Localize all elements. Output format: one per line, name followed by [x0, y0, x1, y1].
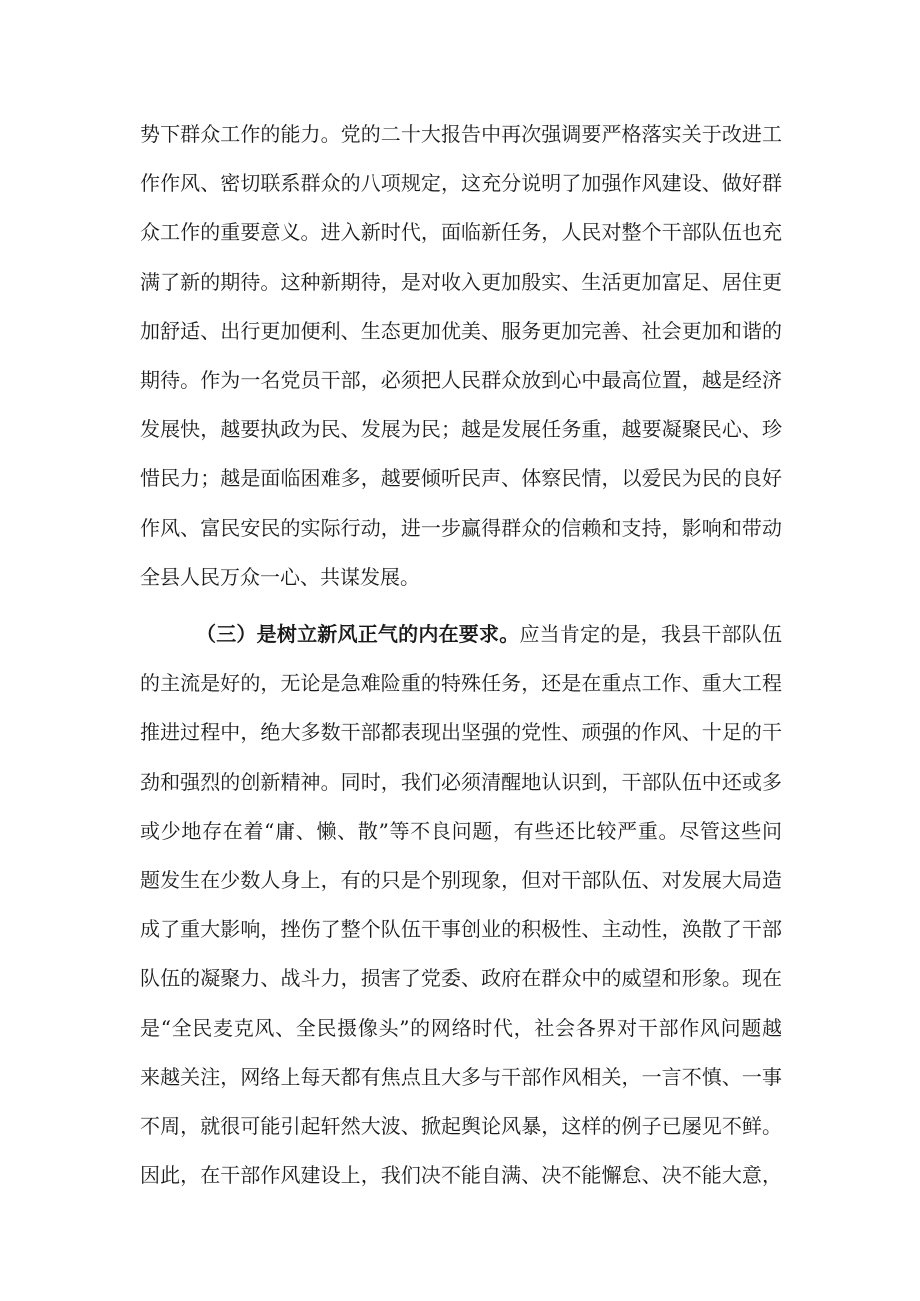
paragraph-line: 不周，就很可能引起轩然大波、掀起舆论风暴，这样的例子已屡见不鲜。	[140, 1113, 782, 1138]
paragraph-line: 众工作的重要意义。进入新时代，面临新任务，人民对整个干部队伍也充	[140, 220, 782, 245]
paragraph-line: 队伍的凝聚力、战斗力，损害了党委、政府在群众中的威望和形象。现在	[140, 966, 782, 991]
paragraph-1	[140, 110, 782, 602]
section-heading: （三）是树立新风正气的内在要求。	[196, 622, 520, 646]
paragraph-line: 推进过程中，绝大多数干部都表现出坚强的党性、顽强的作风、十足的干	[140, 720, 782, 745]
paragraph-line: 因此，在干部作风建设上，我们决不能自满、决不能懈怠、决不能大意，	[140, 1163, 782, 1188]
paragraph-line: 惜民力；越是面临困难多，越要倾听民声、体察民情，以爱民为民的良好	[140, 466, 782, 491]
paragraph-line: 劲和强烈的创新精神。同时，我们必须清醒地认识到，干部队伍中还或多	[140, 769, 782, 794]
paragraph-line: 发展快，越要执政为民、发展为民；越是发展任务重，越要凝聚民心、珍	[140, 417, 782, 442]
paragraph-line: 作作风、密切联系群众的八项规定，这充分说明了加强作风建设、做好群	[140, 171, 782, 196]
paragraph-line: 或少地存在着“庸、懒、散”等不良问题，有些还比较严重。尽管这些问	[140, 818, 782, 843]
paragraph-line: 加舒适、出行更加便利、生态更加优美、服务更加完善、社会更加和谐的	[140, 318, 782, 343]
paragraph-first-line	[140, 610, 782, 659]
paragraph-line: 满了新的期待。这种新期待，是对收入更加殷实、生活更加富足、居住更	[140, 269, 782, 294]
paragraph-line: 全县人民万众一心、共谋发展。	[140, 564, 420, 589]
paragraph-line: 期待。作为一名党员干部，必须把人民群众放到心中最高位置，越是经济	[140, 367, 782, 392]
paragraph-line: 的主流是好的，无论是急难险重的特殊任务，还是在重点工作、重大工程	[140, 671, 782, 696]
paragraph-line: 来越关注，网络上每天都有焦点且大多与干部作风相关，一言不慎、一事	[140, 1064, 782, 1089]
paragraph-2	[140, 610, 782, 1200]
paragraph-line: 是“全民麦克风、全民摄像头”的网络时代，社会各界对干部作风问题越	[140, 1015, 782, 1040]
paragraph-line: 成了重大影响，挫伤了整个队伍干事创业的积极性、主动性，涣散了干部	[140, 917, 782, 942]
paragraph-line: 题发生在少数人身上，有的只是个别现象，但对干部队伍、对发展大局造	[140, 867, 782, 892]
heading-continuation: 应当肯定的是，我县干部队伍	[519, 622, 783, 646]
paragraph-line: 势下群众工作的能力。党的二十大报告中再次强调要严格落实关于改进工	[140, 122, 782, 146]
paragraph-line: 作风、富民安民的实际行动，进一步赢得群众的信赖和支持，影响和带动	[140, 515, 782, 540]
